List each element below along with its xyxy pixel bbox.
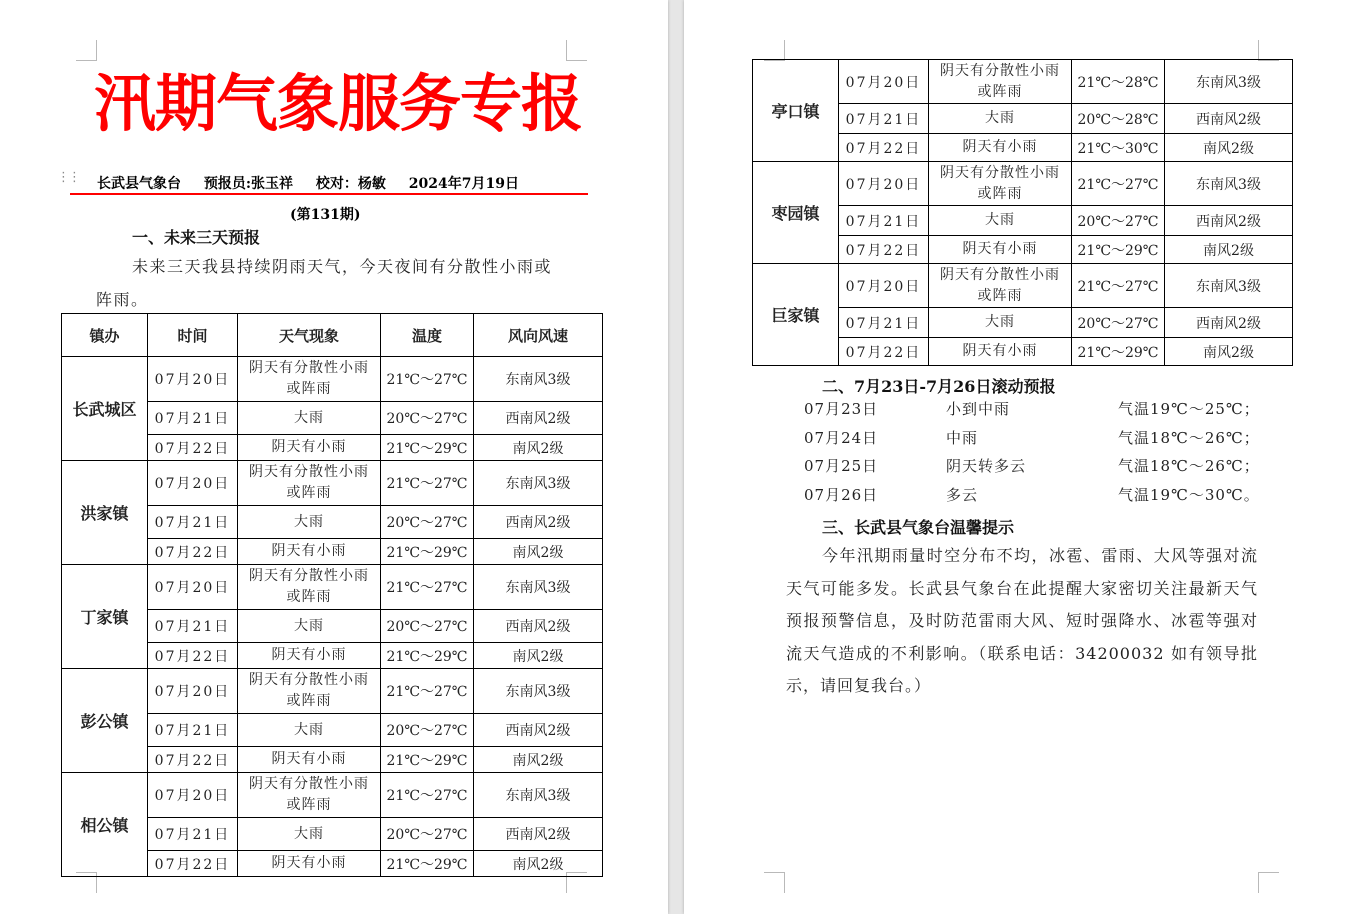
table-row xyxy=(753,264,1293,308)
weather-cell: 阴天有小雨 xyxy=(238,539,381,565)
wind-cell: 西南风2级 xyxy=(474,506,603,539)
weather-cell: 大雨 xyxy=(238,818,381,851)
town-name-cell: 巨家镇 xyxy=(753,264,839,366)
roll-temp: 气温18℃～26℃； xyxy=(1118,428,1260,447)
roll-weather: 中雨 xyxy=(946,428,979,447)
roll-date: 07月26日 xyxy=(804,485,879,504)
temp-cell: 21℃～27℃ xyxy=(381,773,474,818)
weather-cell: 阴天有分散性小雨或阵雨 xyxy=(929,264,1072,308)
document-page-1 xyxy=(0,0,668,914)
date-cell: 07月21日 xyxy=(148,402,238,435)
date-cell: 07月20日 xyxy=(839,162,929,206)
town-name-cell: 相公镇 xyxy=(62,773,148,877)
weather-cell: 阴天有小雨 xyxy=(929,236,1072,264)
date-cell: 07月21日 xyxy=(148,610,238,643)
temp-cell: 20℃～27℃ xyxy=(381,610,474,643)
table-row xyxy=(62,773,603,818)
date-cell: 07月22日 xyxy=(148,747,238,773)
wind-cell: 西南风2级 xyxy=(474,610,603,643)
temp-cell: 20℃～27℃ xyxy=(381,506,474,539)
temp-cell: 21℃～29℃ xyxy=(381,435,474,461)
table-row xyxy=(62,565,603,610)
header-wind: 风向风速 xyxy=(474,314,603,357)
section-3-text: 今年汛期雨量时空分布不均，冰雹、雷雨、大风等强对流天气可能多发。长武县气象台在此提醒大家密切关注最新天气预报预警信息，及时防范雷雨大风、短时强降水、冰雹等强对流天气造成的不利影响。（联系电话：34200032 如有领导批示，请回复我台。） xyxy=(786,546,1258,695)
weather-cell: 大雨 xyxy=(238,610,381,643)
weather-cell: 大雨 xyxy=(238,714,381,747)
section-3-heading: 三、长武县气象台温馨提示 xyxy=(822,518,1015,537)
temp-cell: 21℃～28℃ xyxy=(1072,60,1165,104)
wind-cell: 东南风3级 xyxy=(474,565,603,610)
roll-weather: 小到中雨 xyxy=(946,400,1011,418)
table-row xyxy=(62,357,603,402)
town-name-cell: 长武城区 xyxy=(62,357,148,461)
wind-cell: 南风2级 xyxy=(1165,338,1293,366)
temp-cell: 20℃～27℃ xyxy=(381,714,474,747)
date-cell: 07月22日 xyxy=(839,338,929,366)
wind-cell: 南风2级 xyxy=(1165,236,1293,264)
temp-cell: 21℃～29℃ xyxy=(1072,338,1165,366)
town-name-cell: 彭公镇 xyxy=(62,669,148,773)
section-1-summary: 未来三天我县持续阴雨天气，今天夜间有分散性小雨或阵雨。 xyxy=(96,257,553,309)
issue-number: (第131期) xyxy=(290,207,361,223)
table-drag-handle-icon[interactable]: ⋮⋮ xyxy=(57,170,79,185)
wind-cell: 南风2级 xyxy=(474,747,603,773)
table-row xyxy=(753,162,1293,206)
wind-cell: 南风2级 xyxy=(474,435,603,461)
date-cell: 07月22日 xyxy=(148,539,238,565)
byline-date: 2024年7月19日 xyxy=(408,176,519,192)
crop-mark xyxy=(764,40,785,61)
date-cell: 07月20日 xyxy=(839,264,929,308)
date-cell: 07月22日 xyxy=(148,851,238,877)
weather-cell: 大雨 xyxy=(238,506,381,539)
weather-cell: 阴天有小雨 xyxy=(238,747,381,773)
byline-station: 长武县气象台 xyxy=(97,176,181,192)
roll-temp: 气温19℃～30℃。 xyxy=(1118,485,1260,504)
wind-cell: 西南风2级 xyxy=(474,714,603,747)
weather-cell: 阴天有分散性小雨或阵雨 xyxy=(238,669,381,714)
byline-forecaster: 预报员:张玉祥 xyxy=(203,176,294,192)
header-date: 时间 xyxy=(148,314,238,357)
weather-cell: 大雨 xyxy=(238,402,381,435)
wind-cell: 东南风3级 xyxy=(1165,162,1293,206)
weather-cell: 阴天有分散性小雨或阵雨 xyxy=(238,357,381,402)
temp-cell: 21℃～29℃ xyxy=(1072,236,1165,264)
date-cell: 07月22日 xyxy=(839,134,929,162)
town-name-cell: 洪家镇 xyxy=(62,461,148,565)
date-cell: 07月22日 xyxy=(839,236,929,264)
wind-cell: 南风2级 xyxy=(474,643,603,669)
masthead-title: 汛期气象服务专报 xyxy=(94,67,583,140)
weather-cell: 大雨 xyxy=(929,104,1072,134)
date-cell: 07月22日 xyxy=(148,435,238,461)
header-weather: 天气现象 xyxy=(238,314,381,357)
weather-cell: 阴天有分散性小雨或阵雨 xyxy=(929,162,1072,206)
masthead-rule xyxy=(70,193,588,195)
temp-cell: 20℃～27℃ xyxy=(381,402,474,435)
wind-cell: 西南风2级 xyxy=(1165,104,1293,134)
date-cell: 07月22日 xyxy=(148,643,238,669)
temp-cell: 21℃～27℃ xyxy=(381,669,474,714)
temp-cell: 20℃～27℃ xyxy=(1072,206,1165,236)
weather-cell: 阴天有分散性小雨或阵雨 xyxy=(238,773,381,818)
town-name-cell: 亭口镇 xyxy=(753,60,839,162)
table-row xyxy=(753,60,1293,104)
wind-cell: 东南风3级 xyxy=(474,773,603,818)
header-temp: 温度 xyxy=(381,314,474,357)
temp-cell: 20℃～27℃ xyxy=(1072,308,1165,338)
roll-date: 07月25日 xyxy=(804,457,879,475)
temp-cell: 21℃～29℃ xyxy=(381,851,474,877)
date-cell: 07月20日 xyxy=(148,565,238,610)
crop-mark xyxy=(1258,872,1279,893)
roll-weather: 阴天转多云 xyxy=(946,457,1027,475)
temp-cell: 21℃～30℃ xyxy=(1072,134,1165,162)
temp-cell: 21℃～27℃ xyxy=(381,357,474,402)
date-cell: 07月20日 xyxy=(839,60,929,104)
date-cell: 07月20日 xyxy=(148,357,238,402)
date-cell: 07月20日 xyxy=(148,461,238,506)
roll-temp: 气温19℃～25℃； xyxy=(1118,400,1260,418)
wind-cell: 东南风3级 xyxy=(474,357,603,402)
wind-cell: 西南风2级 xyxy=(474,818,603,851)
roll-date: 07月24日 xyxy=(804,428,879,447)
wind-cell: 西南风2级 xyxy=(474,402,603,435)
section-2-heading: 二、7月23日-7月26日滚动预报 xyxy=(822,377,1056,396)
roll-weather: 多云 xyxy=(946,485,979,504)
date-cell: 07月21日 xyxy=(148,506,238,539)
forecast-table-page-2 xyxy=(752,59,1293,366)
temp-cell: 21℃～29℃ xyxy=(381,747,474,773)
temp-cell: 21℃～29℃ xyxy=(381,539,474,565)
section-1-heading: 一、未来三天预报 xyxy=(132,228,261,247)
table-row xyxy=(62,461,603,506)
table-header-row xyxy=(62,314,603,357)
temp-cell: 21℃～27℃ xyxy=(1072,162,1165,206)
date-cell: 07月21日 xyxy=(839,308,929,338)
weather-cell: 阴天有小雨 xyxy=(929,338,1072,366)
crop-mark xyxy=(764,872,785,893)
temp-cell: 21℃～29℃ xyxy=(381,643,474,669)
wind-cell: 东南风3级 xyxy=(474,669,603,714)
header-town: 镇办 xyxy=(62,314,148,357)
forecast-table-page-1 xyxy=(61,313,603,877)
wind-cell: 东南风3级 xyxy=(474,461,603,506)
date-cell: 07月20日 xyxy=(148,669,238,714)
weather-cell: 阴天有分散性小雨或阵雨 xyxy=(929,60,1072,104)
wind-cell: 西南风2级 xyxy=(1165,206,1293,236)
weather-cell: 阴天有小雨 xyxy=(929,134,1072,162)
byline xyxy=(97,173,537,193)
temp-cell: 21℃～27℃ xyxy=(381,461,474,506)
weather-cell: 阴天有分散性小雨或阵雨 xyxy=(238,461,381,506)
crop-mark xyxy=(1258,40,1279,61)
temp-cell: 20℃～27℃ xyxy=(381,818,474,851)
town-name-cell: 枣园镇 xyxy=(753,162,839,264)
weather-cell: 大雨 xyxy=(929,308,1072,338)
temp-cell: 21℃～27℃ xyxy=(381,565,474,610)
date-cell: 07月21日 xyxy=(148,818,238,851)
roll-temp: 气温18℃～26℃； xyxy=(1118,457,1260,475)
weather-cell: 阴天有小雨 xyxy=(238,643,381,669)
date-cell: 07月21日 xyxy=(839,104,929,134)
wind-cell: 东南风3级 xyxy=(1165,264,1293,308)
date-cell: 07月21日 xyxy=(839,206,929,236)
wind-cell: 西南风2级 xyxy=(1165,308,1293,338)
weather-cell: 大雨 xyxy=(929,206,1072,236)
roll-date: 07月23日 xyxy=(804,400,879,418)
weather-cell: 阴天有小雨 xyxy=(238,851,381,877)
wind-cell: 南风2级 xyxy=(474,851,603,877)
wind-cell: 东南风3级 xyxy=(1165,60,1293,104)
temp-cell: 20℃～28℃ xyxy=(1072,104,1165,134)
date-cell: 07月20日 xyxy=(148,773,238,818)
wind-cell: 南风2级 xyxy=(474,539,603,565)
weather-cell: 阴天有分散性小雨或阵雨 xyxy=(238,565,381,610)
weather-cell: 阴天有小雨 xyxy=(238,435,381,461)
wind-cell: 南风2级 xyxy=(1165,134,1293,162)
table-row xyxy=(62,669,603,714)
date-cell: 07月21日 xyxy=(148,714,238,747)
town-name-cell: 丁家镇 xyxy=(62,565,148,669)
byline-proofreader: 校对：杨敏 xyxy=(315,176,386,192)
temp-cell: 21℃～27℃ xyxy=(1072,264,1165,308)
